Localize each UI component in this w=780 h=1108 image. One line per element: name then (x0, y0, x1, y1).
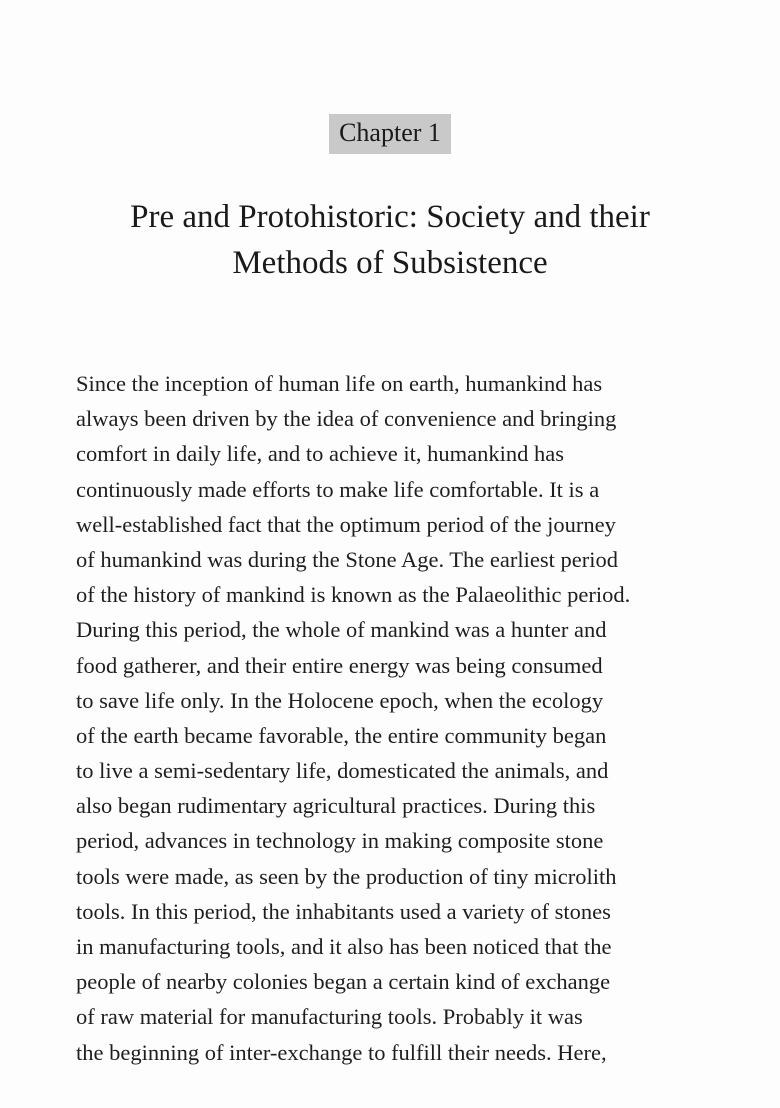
text-line: the beginning of inter-exchange to fulfill their needs. Here, (76, 1039, 607, 1065)
text-line: During this period, the whole of mankind was a hunter and (76, 617, 607, 643)
text-line: well-established fact that the optimum period of the journey (76, 511, 616, 537)
text-line: to live a semi-sedentary life, domesticated the animals, and (76, 758, 609, 784)
chapter-title (60, 194, 720, 286)
text-line: food gatherer, and their entire energy was being consumed (76, 652, 603, 678)
chapter-title-line: Methods of Subsistence (232, 245, 548, 281)
chapter-label-text: Chapter 1 (329, 114, 451, 154)
chapter-title-line: Pre and Protohistoric: Society and their (130, 199, 650, 235)
text-line: in manufacturing tools, and it also has been noticed that the (76, 934, 612, 959)
text-line: also began rudimentary agricultural practices. During this (76, 793, 596, 819)
text-line: always been driven by the idea of convenience and bringing (76, 406, 617, 432)
text-line: of the earth became favorable, the entire community began (76, 722, 607, 748)
chapter-label (0, 114, 780, 154)
text-line: period, advances in technology in making composite stone (76, 828, 604, 854)
text-line: tools were made, as seen by the production of tiny microlith (76, 863, 617, 889)
text-line: to save life only. In the Holocene epoch, when the ecology (76, 687, 604, 713)
text-line: people of nearby colonies began a certain kind of exchange (76, 969, 611, 995)
text-line: continuously made efforts to make life comfortable. It is a (76, 476, 600, 502)
text-line: of raw material for manufacturing tools. Probably it was (76, 1004, 583, 1030)
text-line: Since the inception of human life on earth, humankind has (76, 371, 603, 396)
text-line: of humankind was during the Stone Age. The earliest period (76, 546, 618, 572)
text-line: of the history of mankind is known as the Palaeolithic period. (76, 582, 631, 608)
body-paragraph (76, 366, 705, 1070)
text-line: tools. In this period, the inhabitants used a variety of stones (76, 898, 611, 924)
text-line: comfort in daily life, and to achieve it, humankind has (76, 441, 564, 467)
